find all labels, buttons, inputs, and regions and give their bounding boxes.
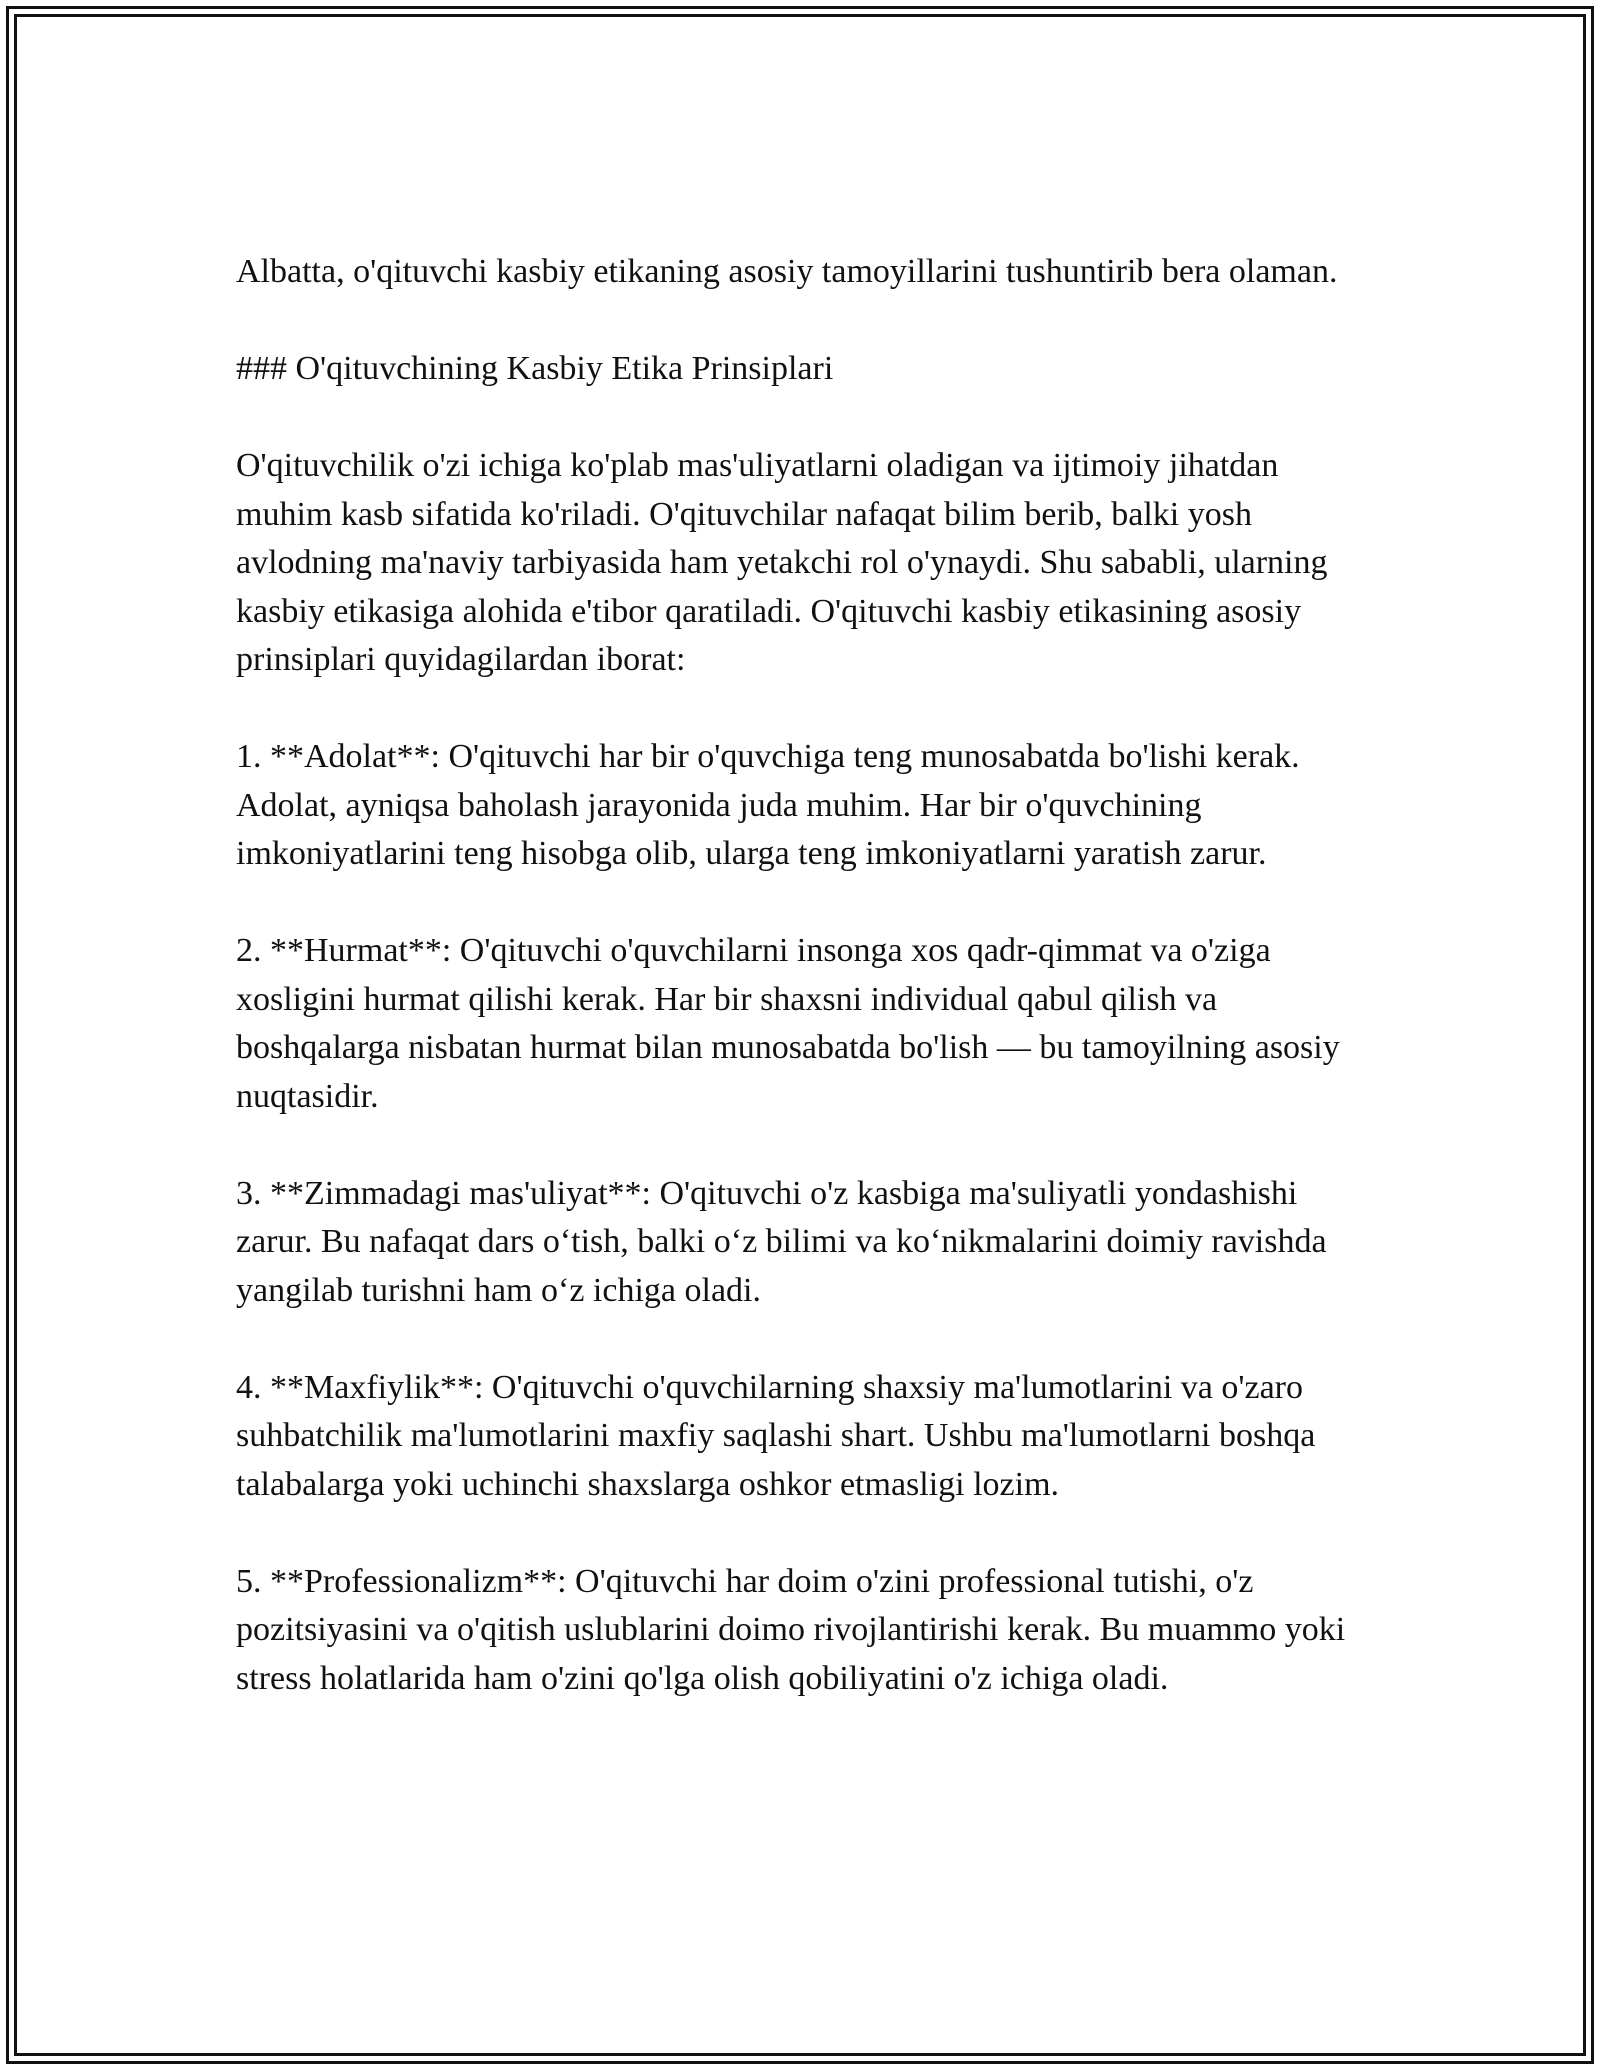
overview-paragraph: O'qituvchilik o'zi ichiga ko'plab mas'uliyatlarni oladigan va ijtimoiy jihatdan muhim kasb sifatida ko'riladi. O'qituvchilar nafaqat bilim berib, balki yosh avlodning ma'naviy tarbiyasida ham yetakchi rol o'ynaydi. Shu sababli, ularning kasbiy etikasiga alohida e'tibor qaratiladi. O'qituvchi kasbiy etikasining asosiy prinsiplari quyidagilardan iborat: [236, 447, 1328, 678]
document-body [236, 248, 1366, 1752]
principle-maxfiylik: 4. **Maxfiylik**: O'qituvchi o'quvchilarning shaxsiy ma'lumotlarini va o'zaro suhbatchilik ma'lumotlarini maxfiy saqlashi shart. Ushbu ma'lumotlarni boshqa talabalarga yoki uchinchi shaxslarga oshkor etmasligi lozim. [236, 1368, 1316, 1503]
section-heading: ### O'qituvchining Kasbiy Etika Prinsiplari [236, 350, 834, 387]
principle-masuliyat: 3. **Zimmadagi mas'uliyat**: O'qituvchi o'z kasbiga ma'suliyatli yondashishi zarur. Bu nafaqat dars o‘tish, balki o‘z bilimi va ko‘nikmalarini doimiy ravishda yangilab turishni ham o‘z ichiga oladi. [236, 1174, 1327, 1309]
intro-paragraph: Albatta, o'qituvchi kasbiy etikaning asosiy tamoyillarini tushuntirib bera olaman. [236, 253, 1338, 290]
principle-adolat: 1. **Adolat**: O'qituvchi har bir o'quvchiga teng munosabatda bo'lishi kerak. Adolat, ayniqsa baholash jarayonida juda muhim. Har bir o'quvchining imkoniyatlarini teng hisobga olib, ularga teng imkoniyatlarni yaratish zarur. [236, 738, 1300, 872]
principle-hurmat: 2. **Hurmat**: O'qituvchi o'quvchilarni insonga xos qadr-qimmat va o'ziga xosligini hurmat qilishi kerak. Har bir shaxsni individual qabul qilish va boshqalarga nisbatan hurmat bilan munosabatda bo'lish — bu tamoyilning asosiy nuqtasidir. [236, 932, 1340, 1115]
principle-professionalizm: 5. **Professionalizm**: O'qituvchi har doim o'zini professional tutishi, o'z pozitsiyasini va o'qitish uslublarini doimo rivojlantirishi kerak. Bu muammo yoki stress holatlarida ham o'zini qo'lga olish qobiliyatini o'z ichiga oladi. [236, 1562, 1346, 1697]
